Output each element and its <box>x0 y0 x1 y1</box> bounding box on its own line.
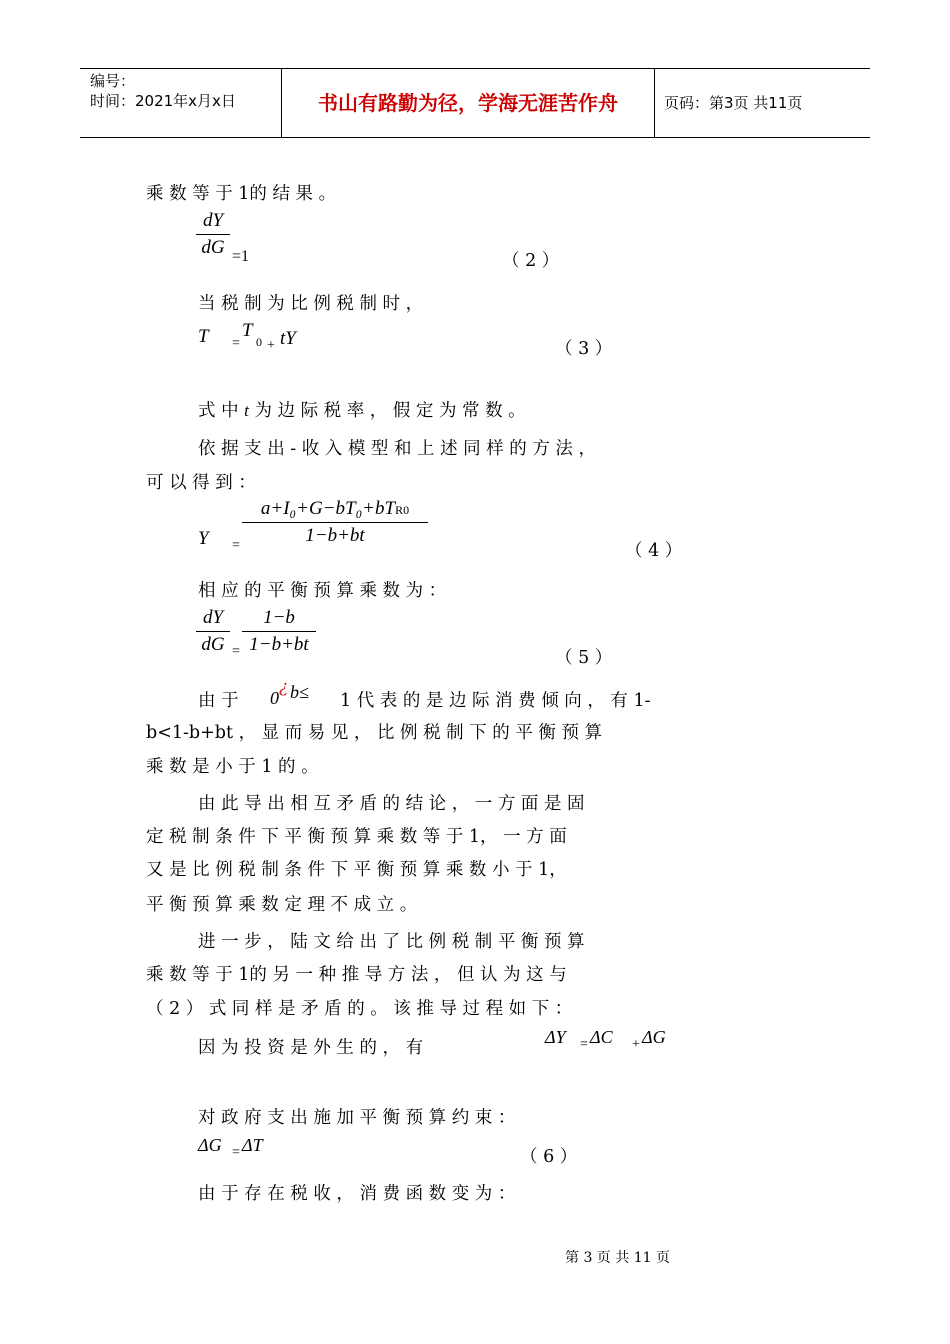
doc-number-label: 编号： <box>90 72 136 90</box>
text-line: 对 政 府 支 出 施 加 平 衡 预 算 约 束 ： <box>198 1108 516 1128</box>
fraction-bar <box>196 631 230 632</box>
text-line: 由 此 导 出 相 互 矛 盾 的 结 论 ， 一 方 面 是 固 <box>198 794 585 814</box>
eq3-T0: T <box>242 320 253 341</box>
doc-date-label: 时间：2021年x月x日 <box>90 92 236 110</box>
fraction-bar <box>242 522 428 523</box>
header-motto: 书山有路勤为径，学海无涯苦作舟 <box>318 91 618 115</box>
text-line: 当 税 制 为 比 例 税 制 时 ， <box>198 294 424 314</box>
text-line: （ 2 ） 式 同 样 是 矛 盾 的 。 该 推 导 过 程 如 下 ： <box>146 999 573 1019</box>
eq5-equals: = <box>232 644 240 659</box>
equation-number: （ 4 ） <box>625 541 683 561</box>
math-variable: t <box>244 401 249 420</box>
eq3-T0-subscript: 0 <box>256 335 262 349</box>
garbled-symbol: ¿ <box>279 677 289 697</box>
math-delta-c: ΔC <box>590 1027 613 1047</box>
eq5-numerator: dY <box>202 607 224 628</box>
equation-4-fraction <box>242 498 428 547</box>
header-info <box>90 71 236 111</box>
text-line: 由 于 存 在 税 收 ， 消 费 函 数 变 为 ： <box>198 1184 516 1204</box>
page-header <box>80 68 870 138</box>
text-line: b<1-b+bt ， 显 而 易 见 ， 比 例 税 制 下 的 平 衡 预 算 <box>146 723 603 743</box>
eq5-denominator: dG <box>201 634 225 655</box>
equation-number: （ 5 ） <box>555 648 613 668</box>
eq2-numerator: dY <box>202 210 224 231</box>
eq6-equals: = <box>232 1145 240 1160</box>
text-line: 相 应 的 平 衡 预 算 乘 数 为 ： <box>198 581 447 601</box>
eq4-numerator-subscript: R0 <box>395 503 410 517</box>
text-line: 定 税 制 条 件 下 平 衡 预 算 乘 数 等 于 1， 一 方 面 <box>146 827 567 847</box>
math-inequality: b≤ <box>290 682 309 702</box>
text-line: 平 衡 预 算 乘 数 定 理 不 成 立 。 <box>146 895 418 915</box>
header-page-label: 页码：第3页 共11页 <box>664 94 803 112</box>
eq6-lhs: ΔG <box>198 1135 222 1155</box>
equation-number: （ 2 ） <box>502 251 560 271</box>
equation-number: （ 3 ） <box>555 339 613 359</box>
equation-2-fraction <box>196 210 230 259</box>
text-line: 进 一 步 ， 陆 文 给 出 了 比 例 税 制 平 衡 预 算 <box>198 932 585 952</box>
eq4-numerator-main: a+I₀+G−bT₀+bT <box>260 498 396 519</box>
equation-5-lhs-fraction <box>196 607 230 656</box>
eq3-tY: tY <box>280 328 296 349</box>
equation-5-rhs-fraction <box>242 607 316 656</box>
text-line: 因 为 投 资 是 外 生 的 ， 有 <box>198 1038 424 1058</box>
fraction-bar <box>196 234 230 235</box>
text-line: 可 以 得 到 ： <box>146 473 256 493</box>
text-line: 乘 数 等 于 1的 另 一 种 推 导 方 法 ， 但 认 为 这 与 <box>146 965 567 985</box>
text-line: 乘 数 是 小 于 1 的 。 <box>146 757 319 777</box>
text-line: 依 据 支 出 - 收 入 模 型 和 上 述 同 样 的 方 法 ， <box>198 439 596 459</box>
eq4-denominator: 1−b+bt <box>305 525 365 546</box>
eq3-lhs: T <box>198 326 209 347</box>
text-line: 1 代 表 的 是 边 际 消 费 倾 向 ， 有 1- <box>340 691 651 711</box>
eq3-equals: = <box>232 336 240 351</box>
math-delta-y: ΔY <box>545 1027 566 1047</box>
text-segment: 由 于 <box>198 691 239 711</box>
math-equals: = <box>580 1037 588 1052</box>
text-line: 又 是 比 例 税 制 条 件 下 平 衡 预 算 乘 数 小 于 1， <box>146 860 567 880</box>
eq5-rhs-numerator: 1−b <box>263 607 295 628</box>
math-delta-g: ΔG <box>642 1027 666 1047</box>
eq6-rhs: ΔT <box>242 1135 263 1155</box>
header-divider <box>654 69 655 137</box>
eq3-plus: + <box>267 338 275 353</box>
math-plus: + <box>632 1037 640 1052</box>
text-line: 乘 数 等 于 1的 结 果 。 <box>146 184 337 204</box>
eq2-rhs: =1 <box>232 248 250 265</box>
eq2-denominator: dG <box>201 237 225 258</box>
equation-number: （ 6 ） <box>520 1147 578 1167</box>
fraction-bar <box>242 631 316 632</box>
eq4-equals: = <box>232 538 240 553</box>
text-line <box>198 397 526 422</box>
eq5-rhs-denominator: 1−b+bt <box>249 634 309 655</box>
text-segment: 为 边 际 税 率 ， 假 定 为 常 数 。 <box>254 401 526 421</box>
text-segment: 式 中 <box>198 401 239 421</box>
eq4-numerator <box>242 498 428 520</box>
page-footer: 第 3 页 共 11 页 <box>565 1250 670 1266</box>
math-zero: 0 <box>270 688 279 708</box>
eq4-lhs: Y <box>198 528 209 549</box>
